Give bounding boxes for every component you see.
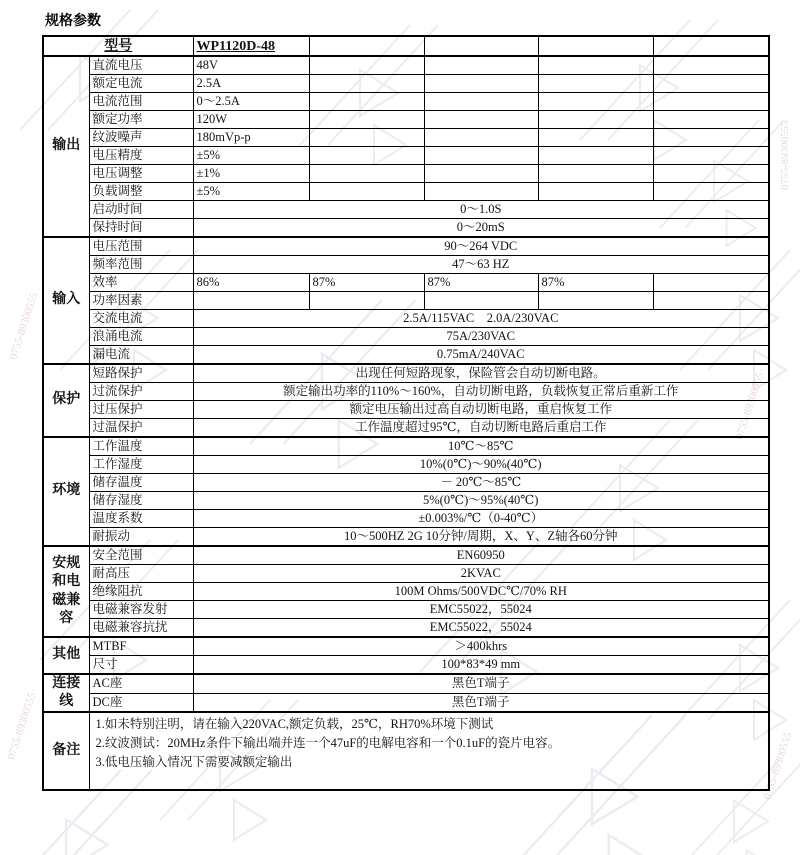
- model-number-text: WP1120D-48: [196, 38, 276, 54]
- spec-table-notes: [43, 712, 769, 790]
- param-value: 86%: [193, 274, 309, 292]
- param-value: 87%: [309, 274, 424, 292]
- empty-cell: [653, 93, 769, 111]
- table-row: [43, 528, 769, 547]
- empty-cell: [538, 75, 653, 93]
- param-label: 工作湿度: [89, 456, 193, 474]
- param-value: 5%(0℃)～95%(40℃): [193, 492, 769, 510]
- section-cell: [43, 237, 89, 364]
- empty-cell: [309, 36, 424, 56]
- param-value: 额定电压输出过高自动切断电路，重启恢复工作: [193, 401, 769, 419]
- param-label: 纹波噪声: [89, 129, 193, 147]
- section-label: 安规和电磁兼容: [52, 556, 81, 626]
- section-cell: [43, 56, 89, 237]
- spec-table-header: [43, 36, 769, 56]
- param-label: 漏电流: [89, 346, 193, 365]
- param-value: 0～1.0S: [193, 201, 769, 219]
- notes-section-cell: [43, 712, 89, 790]
- param-label: 频率范围: [89, 256, 193, 274]
- param-value: 0～2.5A: [193, 93, 309, 111]
- param-label: 过温保护: [89, 419, 193, 438]
- empty-cell: [309, 165, 424, 183]
- table-row: [43, 75, 769, 93]
- table-row: [43, 310, 769, 328]
- empty-cell: [309, 147, 424, 165]
- param-value: 2.5A/115VAC 2.0A/230VAC: [193, 310, 769, 328]
- param-value: 87%: [538, 274, 653, 292]
- watermark-text: 0755-89300555: [761, 730, 795, 801]
- param-value: 120W: [193, 111, 309, 129]
- param-label: 储存湿度: [89, 492, 193, 510]
- model-row: [43, 36, 769, 56]
- section-label: 其他: [52, 647, 81, 663]
- param-label: 耐振动: [89, 528, 193, 547]
- param-value: 0.75mA/240VAC: [193, 346, 769, 365]
- note-line-1: 1.如未特别注明，请在输入220VAC,额定负载，25℃，RH70%环境下测试: [95, 717, 494, 732]
- empty-cell: [538, 147, 653, 165]
- param-label: 电压调整: [89, 165, 193, 183]
- section-cell: [43, 637, 89, 674]
- empty-cell: [538, 292, 653, 310]
- spec-table-body: [43, 56, 769, 712]
- empty-cell: [424, 93, 538, 111]
- notes-section-label: 备注: [52, 743, 81, 759]
- table-row: [43, 456, 769, 474]
- note-line-3: 3.低电压输入情况下需要减额定输出: [95, 755, 293, 770]
- table-row: [43, 583, 769, 601]
- empty-cell: [653, 75, 769, 93]
- model-label-text: 型号: [104, 38, 133, 54]
- table-row: [43, 401, 769, 419]
- section-cell: [43, 674, 89, 712]
- param-value: 180mVp-p: [193, 129, 309, 147]
- table-row: [43, 437, 769, 456]
- section-cell: [43, 546, 89, 637]
- empty-cell: [309, 93, 424, 111]
- table-row: [43, 274, 769, 292]
- param-value: ±1%: [193, 165, 309, 183]
- param-value: 2.5A: [193, 75, 309, 93]
- watermark-text: 0755-89300555: [5, 690, 39, 761]
- param-value: ±0.003%/℃（0-40℃）: [193, 510, 769, 528]
- section-label: 环境: [52, 483, 81, 499]
- table-row: [43, 219, 769, 238]
- param-label: 效率: [89, 274, 193, 292]
- param-label: AC座: [89, 674, 193, 693]
- empty-cell: [538, 56, 653, 75]
- empty-cell: [309, 183, 424, 201]
- param-value: ±5%: [193, 147, 309, 165]
- param-label: 交流电流: [89, 310, 193, 328]
- table-row: [43, 510, 769, 528]
- param-value: 87%: [424, 274, 538, 292]
- param-label: 尺寸: [89, 656, 193, 675]
- param-label: 启动时间: [89, 201, 193, 219]
- table-row: [43, 364, 769, 383]
- table-row: [43, 419, 769, 438]
- empty-cell: [424, 56, 538, 75]
- param-label: 额定电流: [89, 75, 193, 93]
- param-label: 工作温度: [89, 437, 193, 456]
- param-value: 工作温度超过95℃，自动切断电路后重启工作: [193, 419, 769, 438]
- param-value: 出现任何短路现象，保险管会自动切断电路。: [193, 364, 769, 383]
- section-label: 连接线: [52, 676, 81, 710]
- param-label: MTBF: [89, 637, 193, 656]
- empty-cell: [653, 129, 769, 147]
- table-row: [43, 237, 769, 256]
- table-row: [43, 601, 769, 619]
- param-value: ±5%: [193, 183, 309, 201]
- empty-cell: [653, 274, 769, 292]
- empty-cell: [309, 292, 424, 310]
- param-value: 额定输出功率的110%～160%，自动切断电路，负载恢复正常后重新工作: [193, 383, 769, 401]
- empty-cell: [653, 56, 769, 75]
- table-row: [43, 619, 769, 638]
- empty-cell: [193, 292, 309, 310]
- table-row: [43, 674, 769, 693]
- empty-cell: [538, 36, 653, 56]
- param-label: 过流保护: [89, 383, 193, 401]
- table-row: [43, 565, 769, 583]
- empty-cell: [538, 183, 653, 201]
- table-row: [43, 147, 769, 165]
- param-value: 100M Ohms/500VDC℃/70% RH: [193, 583, 769, 601]
- table-row: [43, 492, 769, 510]
- table-row: [43, 111, 769, 129]
- table-row: [43, 129, 769, 147]
- param-label: 绝缘阻抗: [89, 583, 193, 601]
- empty-cell: [653, 111, 769, 129]
- section-label: 保护: [52, 392, 81, 408]
- param-label: DC座: [89, 693, 193, 712]
- empty-cell: [424, 165, 538, 183]
- empty-cell: [538, 129, 653, 147]
- empty-cell: [424, 292, 538, 310]
- empty-cell: [424, 75, 538, 93]
- param-value: 75A/230VAC: [193, 328, 769, 346]
- param-label: 电磁兼容抗扰: [89, 619, 193, 638]
- param-label: 电流范围: [89, 93, 193, 111]
- table-row: [43, 56, 769, 75]
- empty-cell: [653, 183, 769, 201]
- watermark-text: 0755-89300555: [7, 290, 41, 361]
- param-label: 直流电压: [89, 56, 193, 75]
- param-value: 0～20mS: [193, 219, 769, 238]
- note-line-2: 2.纹波测试：20MHz条件下输出端并连一个47uF的电解电容和一个0.1uF的瓷片电容。: [95, 736, 561, 751]
- table-row: [43, 346, 769, 365]
- param-value: 10℃～85℃: [193, 437, 769, 456]
- param-value: 47～63 HZ: [193, 256, 769, 274]
- param-value: 90～264 VDC: [193, 237, 769, 256]
- table-row: [43, 693, 769, 712]
- empty-cell: [424, 147, 538, 165]
- empty-cell: [309, 129, 424, 147]
- param-label: 额定功率: [89, 111, 193, 129]
- page-title: 规格参数: [45, 14, 101, 29]
- notes-row: [43, 712, 769, 790]
- section-cell: [43, 437, 89, 546]
- empty-cell: [309, 111, 424, 129]
- param-label: 电压范围: [89, 237, 193, 256]
- param-value: EN60950: [193, 546, 769, 565]
- table-row: [43, 328, 769, 346]
- param-value: ＞400khrs: [193, 637, 769, 656]
- param-value: － 20℃～85℃: [193, 474, 769, 492]
- param-label: 安全范围: [89, 546, 193, 565]
- empty-cell: [424, 111, 538, 129]
- param-label: 耐高压: [89, 565, 193, 583]
- table-row: [43, 546, 769, 565]
- param-value: 黑色T端子: [193, 693, 769, 712]
- param-label: 电压精度: [89, 147, 193, 165]
- model-label-cell: [43, 36, 193, 56]
- param-value: EMC55022，55024: [193, 619, 769, 638]
- empty-cell: [653, 165, 769, 183]
- watermark-text: 0755-89300555: [733, 370, 767, 441]
- table-row: [43, 383, 769, 401]
- param-label: 电磁兼容发射: [89, 601, 193, 619]
- empty-cell: [538, 111, 653, 129]
- table-row: [43, 201, 769, 219]
- table-row: [43, 292, 769, 310]
- section-label: 输出: [52, 138, 81, 154]
- empty-cell: [538, 165, 653, 183]
- empty-cell: [653, 147, 769, 165]
- table-row: [43, 474, 769, 492]
- param-label: 过压保护: [89, 401, 193, 419]
- param-value: 黑色T端子: [193, 674, 769, 693]
- param-label: 储存温度: [89, 474, 193, 492]
- param-value: 100*83*49 mm: [193, 656, 769, 675]
- table-row: [43, 637, 769, 656]
- empty-cell: [309, 75, 424, 93]
- param-label: 负载调整: [89, 183, 193, 201]
- table-row: [43, 183, 769, 201]
- empty-cell: [424, 129, 538, 147]
- empty-cell: [538, 93, 653, 111]
- empty-cell: [309, 56, 424, 75]
- param-label: 功率因素: [89, 292, 193, 310]
- empty-cell: [424, 36, 538, 56]
- table-row: [43, 256, 769, 274]
- empty-cell: [424, 183, 538, 201]
- param-value: 48V: [193, 56, 309, 75]
- notes-cell: [89, 712, 769, 790]
- param-value: 2KVAC: [193, 565, 769, 583]
- watermark-text: 0755-89300555: [779, 120, 791, 190]
- param-label: 短路保护: [89, 364, 193, 383]
- section-label: 输入: [52, 292, 81, 308]
- empty-cell: [653, 292, 769, 310]
- table-row: [43, 656, 769, 675]
- param-label: 温度系数: [89, 510, 193, 528]
- param-value: 10～500HZ 2G 10分钟/周期，X、Y、Z轴各60分钟: [193, 528, 769, 547]
- section-cell: [43, 364, 89, 437]
- param-value: 10%(0℃)～90%(40℃): [193, 456, 769, 474]
- table-row: [43, 165, 769, 183]
- spec-table: [42, 35, 770, 791]
- param-label: 浪涌电流: [89, 328, 193, 346]
- empty-cell: [653, 36, 769, 56]
- param-label: 保持时间: [89, 219, 193, 238]
- param-value: EMC55022，55024: [193, 601, 769, 619]
- model-value-cell: [193, 36, 309, 56]
- table-row: [43, 93, 769, 111]
